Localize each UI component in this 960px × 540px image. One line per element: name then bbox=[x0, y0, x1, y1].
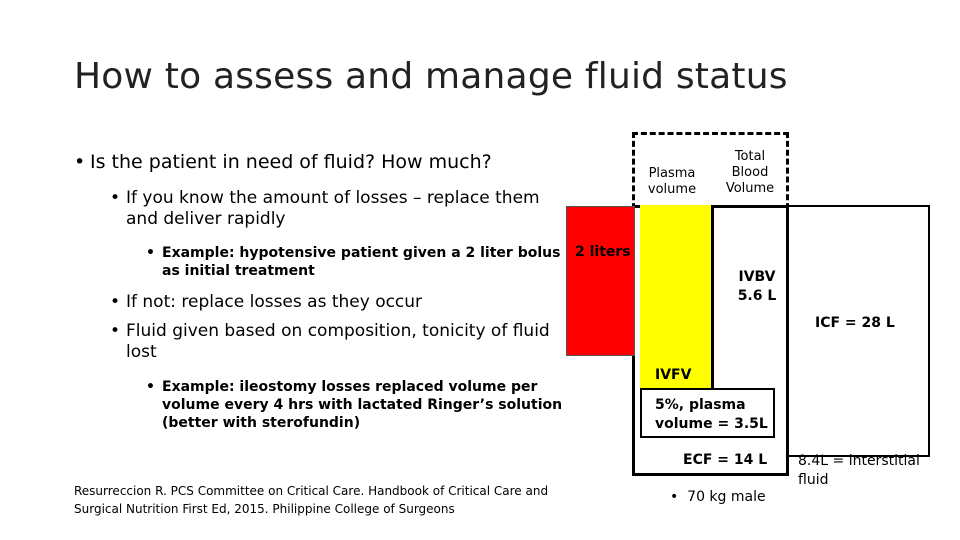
ivbv-label: IVBV 5.6 L bbox=[737, 269, 777, 304]
slide-title: How to assess and manage fluid status bbox=[74, 56, 788, 97]
bullet-dot: • bbox=[146, 379, 155, 395]
bullet-level2-replace-losses bbox=[110, 292, 570, 313]
interstitial-label: 8.4L = interstitial fluid bbox=[798, 453, 920, 488]
weight-bullet bbox=[670, 489, 766, 505]
ivfv-detail-label: 5%, plasma volume = 3.5L bbox=[655, 397, 768, 432]
two-liters-label: 2 liters bbox=[575, 244, 631, 260]
bullet-dot: • bbox=[74, 151, 86, 173]
bullet-text: If not: replace losses as they occur bbox=[126, 292, 423, 312]
bullet-text: Fluid given based on composition, tonicity of fluid lost bbox=[126, 321, 550, 362]
bullet-level1-need-fluid bbox=[74, 151, 604, 173]
ecf-label: ECF = 14 L bbox=[683, 452, 768, 468]
weight-label: 70 kg male bbox=[687, 489, 766, 505]
bullet-text: Is the patient in need of fluid? How much? bbox=[90, 151, 492, 173]
bullet-dot: • bbox=[146, 245, 155, 261]
bullet-dot: • bbox=[110, 321, 121, 341]
bullet-text: If you know the amount of losses – replace them and deliver rapidly bbox=[126, 188, 540, 229]
bullet-level2-composition bbox=[110, 321, 570, 363]
bullet-text: Example: ileostomy losses replaced volume per volume every 4 hrs with lactated Ringer’s solution (better with sterofundin) bbox=[162, 379, 563, 431]
bullet-dot: • bbox=[670, 489, 679, 505]
bolus-2-liters-box bbox=[566, 206, 635, 356]
bullet-dot: • bbox=[110, 292, 121, 312]
ivfv-label: IVFV bbox=[655, 367, 692, 383]
bullet-level2-known-losses bbox=[110, 188, 560, 230]
bullet-dot: • bbox=[110, 188, 121, 208]
plasma-volume-label: Plasma volume bbox=[647, 166, 697, 197]
icf-label: ICF = 28 L bbox=[815, 315, 895, 331]
citation: Resurreccion R. PCS Committee on Critical Care. Handbook of Critical Care and Surgical Nutrition First Ed, 2015. Philippine College of Surgeons bbox=[74, 484, 549, 516]
bullet-level3-hypotensive-example bbox=[146, 244, 566, 280]
bullet-text: Example: hypotensive patient given a 2 liter bolus as initial treatment bbox=[162, 245, 561, 279]
total-blood-volume-label: Total Blood Volume bbox=[725, 149, 775, 196]
bullet-level3-ileostomy-example bbox=[146, 378, 566, 432]
